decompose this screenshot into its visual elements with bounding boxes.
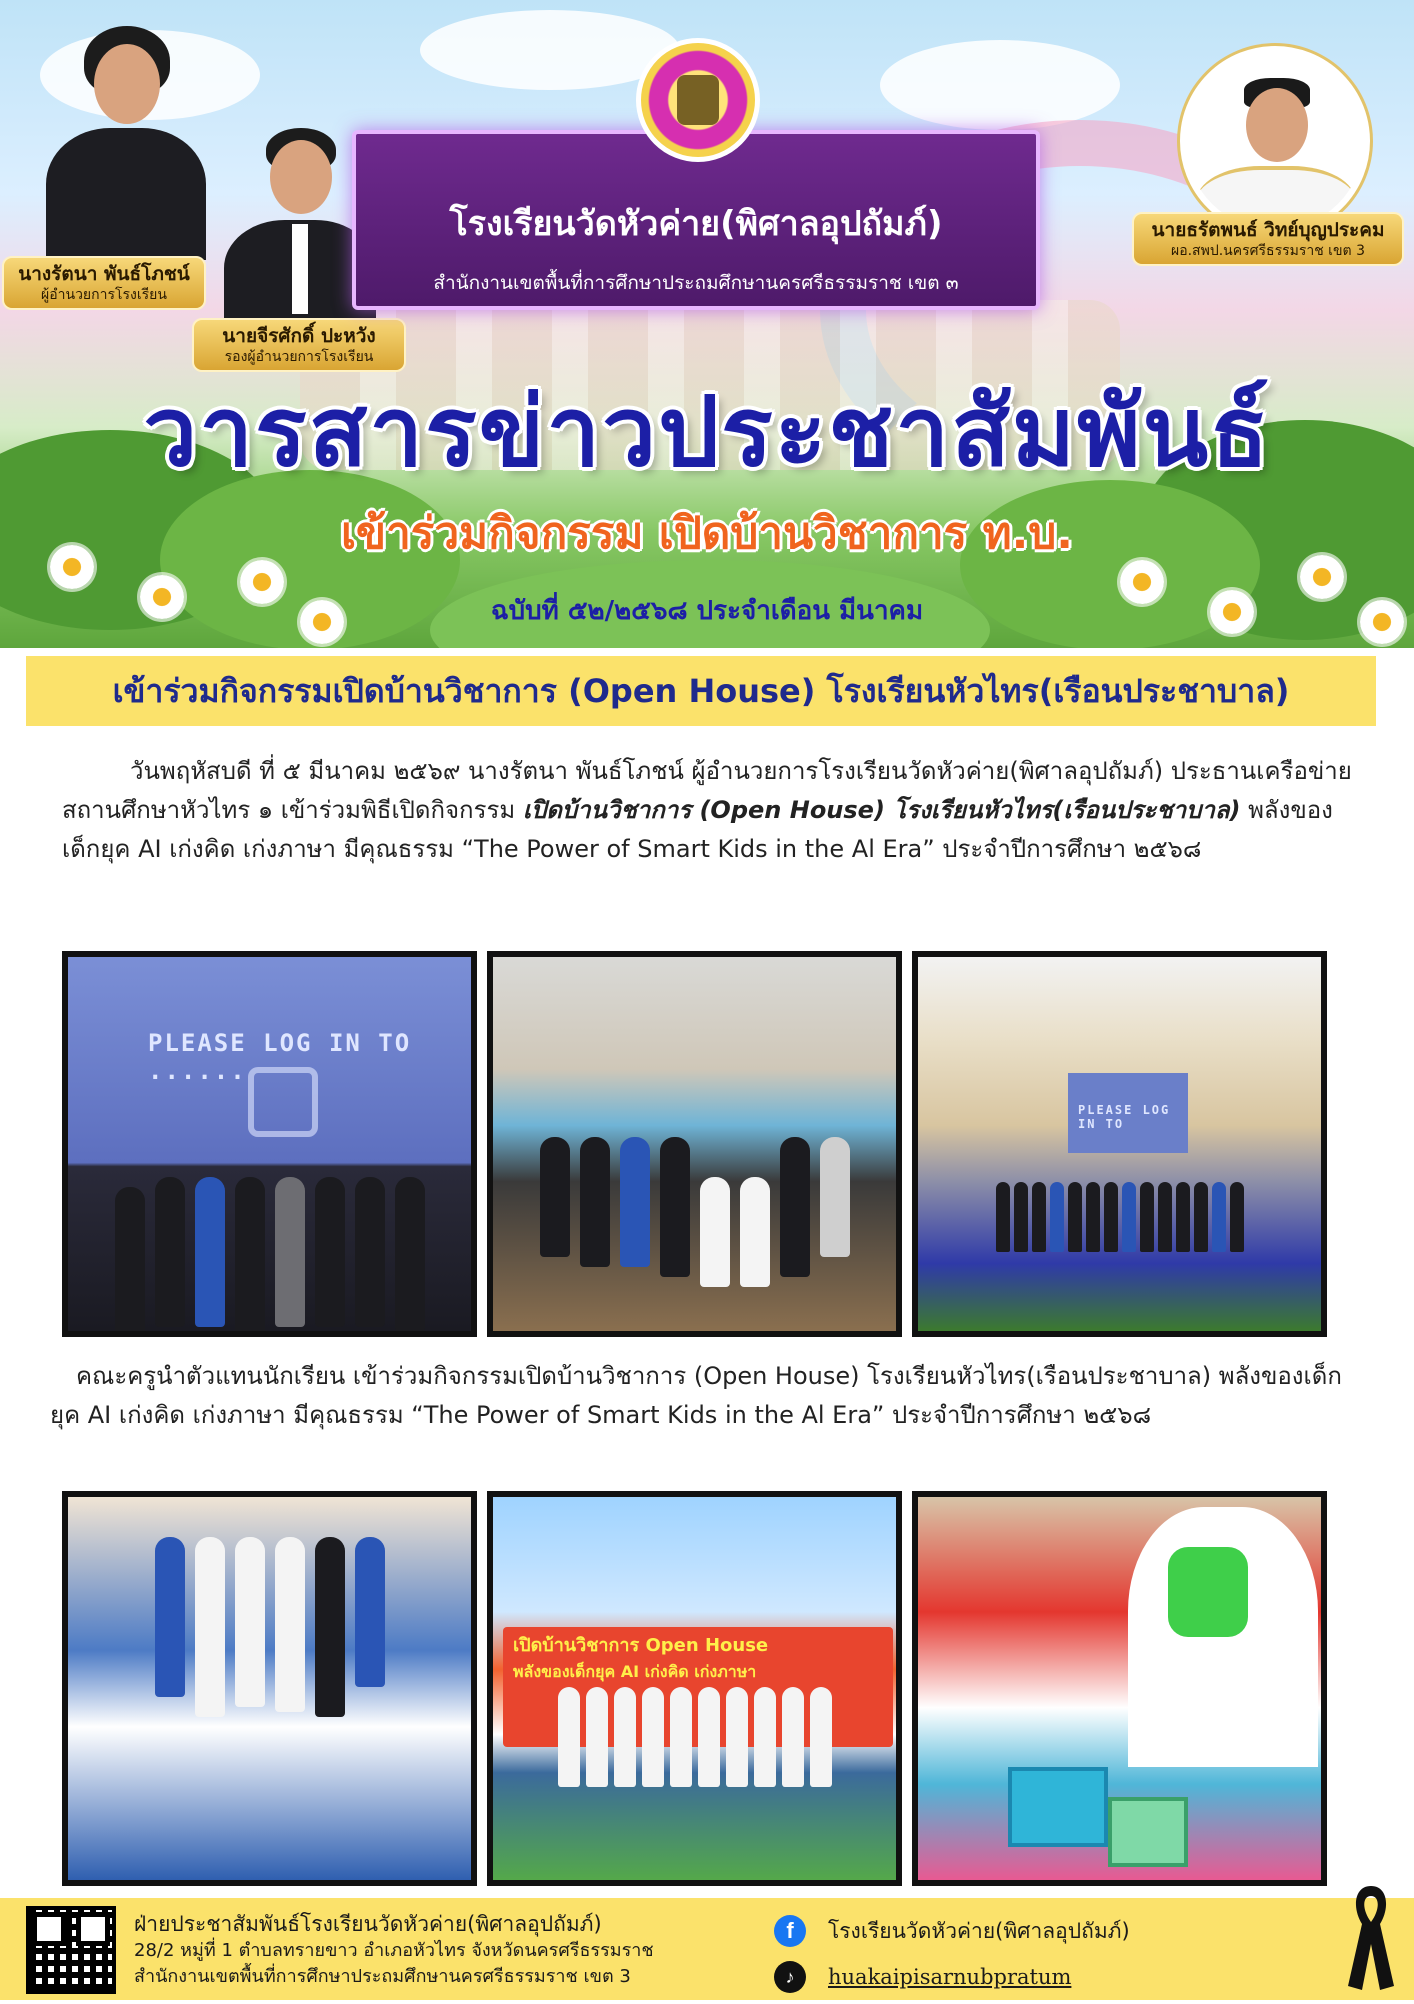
director-photo (40, 20, 210, 260)
facebook-page-name: โรงเรียนวัดหัวค่าย(พิศาลอุปถัมภ์) (828, 1918, 1130, 1943)
district-director-role: ผอ.สพป.นครศรีธรรมราช เขต 3 (1171, 243, 1365, 259)
director-nameplate (2, 256, 206, 310)
photo-stage-group (912, 951, 1327, 1337)
header-banner (0, 0, 1414, 648)
lock-icon (248, 1067, 318, 1137)
group-of-people (918, 1182, 1321, 1262)
green-mask (1168, 1547, 1248, 1637)
group-of-people (493, 1137, 896, 1337)
district-director-name: นายธรัตพนธ์ วิทย์บุญประคม (1151, 219, 1385, 241)
education-office: สำนักงานเขตพื้นที่การศึกษาประถมศึกษานครศรีธรรมราช เขต ๓ (433, 272, 959, 294)
screen-text: PLEASE LOG IN TO ...... (148, 1029, 412, 1085)
cloud-decoration (880, 40, 1120, 130)
open-house-banner-slogan: พลังของเด็กยุค AI เก่งคิด เก่งภาษา (513, 1662, 757, 1681)
ball-basket (1008, 1767, 1108, 1847)
newsletter-subtitle: เข้าร่วมกิจกรรม เปิดบ้านวิชาการ ท.บ. (340, 508, 1073, 559)
paragraph-1-text-end: พลังของเด็กยุค AI เก่งคิด เก่งภาษา มีคุณธรรม “The Power of Smart Kids in the Al Era” ประจำปีการศึกษา ๒๕๖๘ (62, 796, 1333, 863)
group-of-people (68, 1177, 471, 1337)
deputy-name: นายจีรศักดิ์ ปะหวัง (222, 325, 376, 347)
footer-contact (134, 1910, 654, 1990)
group-of-students (493, 1687, 896, 1797)
photo-students-activity (62, 1491, 477, 1886)
school-name: โรงเรียนวัดหัวค่าย(พิศาลอุปถัมภ์) (449, 204, 943, 244)
facebook-icon: f (774, 1915, 806, 1947)
black-ribbon-icon (1346, 1882, 1396, 1992)
footer-address: 28/2 หมู่ที่ 1 ตำบลทรายขาว อำเภอหัวไทร จังหวัดนครศรีธรรมราช (134, 1940, 654, 1961)
student-figure (1128, 1507, 1318, 1767)
tiktok-icon: ♪ (774, 1961, 806, 1993)
projector-screen (1068, 1073, 1188, 1153)
photo-students-open-house-banner (487, 1491, 902, 1886)
qr-code-icon[interactable] (26, 1906, 116, 1994)
news-paragraph-1 (62, 752, 1362, 869)
newsletter-title: วารสารข่าวประชาสัมพันธ์ (143, 376, 1271, 488)
paragraph-1-emphasis: เปิดบ้านวิชาการ (Open House) โรงเรียนหัวไทร(เรือนประชาบาล) (522, 796, 1241, 824)
group-of-students (68, 1537, 471, 1737)
issue-number: ฉบับที่ ๕๒/๒๕๖๘ ประจำเดือน มีนาคม (490, 596, 924, 626)
photo-opening-ceremony (62, 951, 477, 1337)
director-role: ผู้อำนวยการโรงเรียน (41, 287, 167, 303)
district-director-photo (1180, 46, 1370, 236)
photo-group-with-students (487, 951, 902, 1337)
screen-text: PLEASE LOG IN TO (1078, 1103, 1171, 1131)
paragraph-2-text: คณะครูนำตัวแทนนักเรียน เข้าร่วมกิจกรรมเปิดบ้านวิชาการ (Open House) โรงเรียนหัวไทร(เรือนประชาบาล) พลังของเด็กยุค AI เก่งคิด เก่งภาษา มีคุณธรรม “The Power of Smart Kids in the Al Era” ประจำปีการศึกษา ๒๕๖๘ (50, 1362, 1342, 1429)
director-name: นางรัตนา พันธ์โภชน์ (18, 263, 190, 285)
green-basket (1108, 1797, 1188, 1867)
footer (0, 1898, 1414, 2000)
facebook-link[interactable] (774, 1912, 1130, 1950)
footer-department: ฝ่ายประชาสัมพันธ์โรงเรียนวัดหัวค่าย(พิศาลอุปถัมภ์) (134, 1912, 602, 1936)
tiktok-link[interactable] (774, 1958, 1130, 1996)
school-seal-icon (636, 38, 760, 162)
district-director-nameplate (1132, 212, 1404, 266)
deputy-role: รองผู้อำนวยการโรงเรียน (224, 349, 374, 365)
paragraph-1-text: วันพฤหัสบดี ที่ ๕ มีนาคม ๒๕๖๙ นางรัตนา พันธ์โภชน์ ผู้อำนวยการโรงเรียนวัดหัวค่าย(พิศาลอุปถัมภ์) ประธานเครือข่ายสถานศึกษาหัวไทร ๑ เข้าร่วมพิธีเปิดกิจกรรม (62, 757, 1352, 824)
news-paragraph-2 (50, 1357, 1370, 1435)
footer-office: สำนักงานเขตพื้นที่การศึกษาประถมศึกษานครศรีธรรมราช เขต 3 (134, 1966, 631, 1987)
tiktok-handle: huakaipisarnubpratum (828, 1965, 1072, 1989)
photo-students-game-booth (912, 1491, 1327, 1886)
footer-social (774, 1912, 1130, 2004)
open-house-banner-title: เปิดบ้านวิชาการ Open House (513, 1635, 769, 1656)
news-headline: เข้าร่วมกิจกรรมเปิดบ้านวิชาการ (Open House) โรงเรียนหัวไทร(เรือนประชาบาล) (26, 656, 1376, 726)
